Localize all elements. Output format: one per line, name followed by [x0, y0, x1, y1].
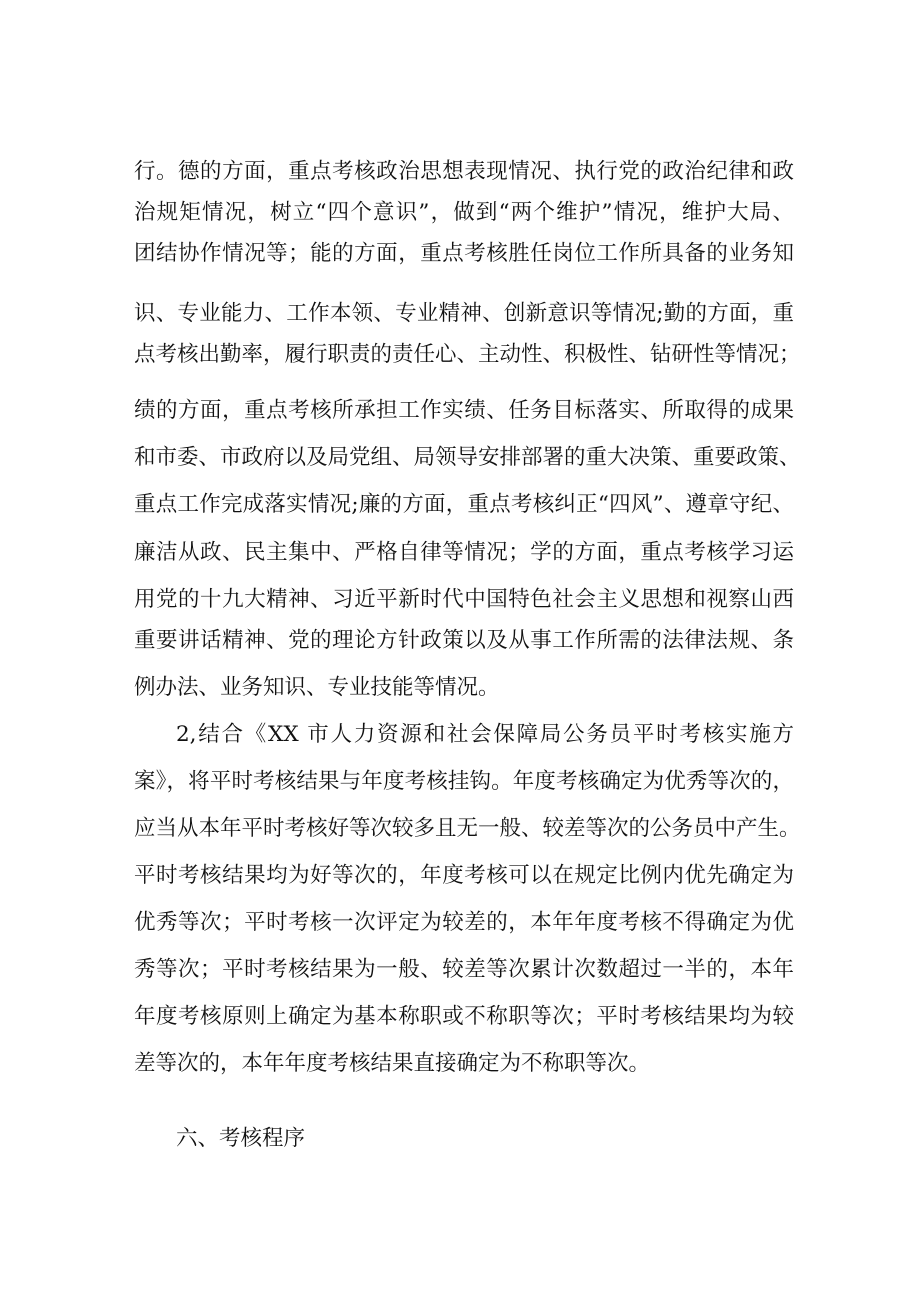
text-line: 廉洁从政、民主集中、严格自律等情况；学的方面，重点考核学习运 — [134, 540, 794, 565]
text-line: 案》，将平时考核结果与年度考核挂钩。年度考核确定为优秀等次的， — [134, 769, 794, 794]
text-line: 重点工作完成落实情况;廉的方面，重点考核纠正“四风”、遵章守纪、 — [134, 492, 794, 517]
text-line: 识、专业能力、工作本领、专业精神、创新意识等情况;勤的方面，重 — [134, 301, 794, 326]
text-line: 应当从本年平时考核好等次较多且无一般、较差等次的公务员中产生。 — [134, 816, 801, 841]
text-line: 治规矩情况，树立“四个意识”，做到“两个维护”情况，维护大局、 — [134, 200, 794, 225]
section-heading: 六、考核程序 — [176, 1126, 306, 1151]
text-line: 秀等次；平时考核结果为一般、较差等次累计次数超过一半的，本年 — [134, 957, 794, 982]
text-line: 优秀等次；平时考核一次评定为较差的，本年年度考核不得确定为优 — [134, 910, 794, 935]
text-line: 点考核出勤率，履行职责的责任心、主动性、积极性、钻研性等情况； — [134, 342, 801, 367]
text-line: 平时考核结果均为好等次的，年度考核可以在规定比例内优先确定为 — [134, 863, 794, 888]
text-line: 行。德的方面，重点考核政治思想表现情况、执行党的政治纪律和政 — [134, 159, 794, 184]
text-line: 年度考核原则上确定为基本称职或不称职等次；平时考核结果均为较 — [134, 1004, 794, 1029]
text-line: 差等次的，本年年度考核结果直接确定为不称职等次。 — [134, 1051, 651, 1076]
text-line: 例办法、业务知识、专业技能等情况。 — [134, 675, 500, 700]
text-line: 团结协作情况等；能的方面，重点考核胜任岗位工作所具备的业务知 — [134, 241, 794, 266]
text-line: 重要讲话精神、党的理论方针政策以及从事工作所需的法律法规、条 — [134, 628, 794, 653]
text-line: 用党的十九大精神、习近平新时代中国特色社会主义思想和视察山西 — [134, 587, 794, 612]
text-line: 2,结合《XX 市人力资源和社会保障局公务员平时考核实施方 — [176, 722, 794, 747]
text-line: 和市委、市政府以及局党组、局领导安排部署的重大决策、重要政策、 — [134, 445, 801, 470]
text-line: 绩的方面，重点考核所承担工作实绩、任务目标落实、所取得的成果 — [134, 398, 794, 423]
